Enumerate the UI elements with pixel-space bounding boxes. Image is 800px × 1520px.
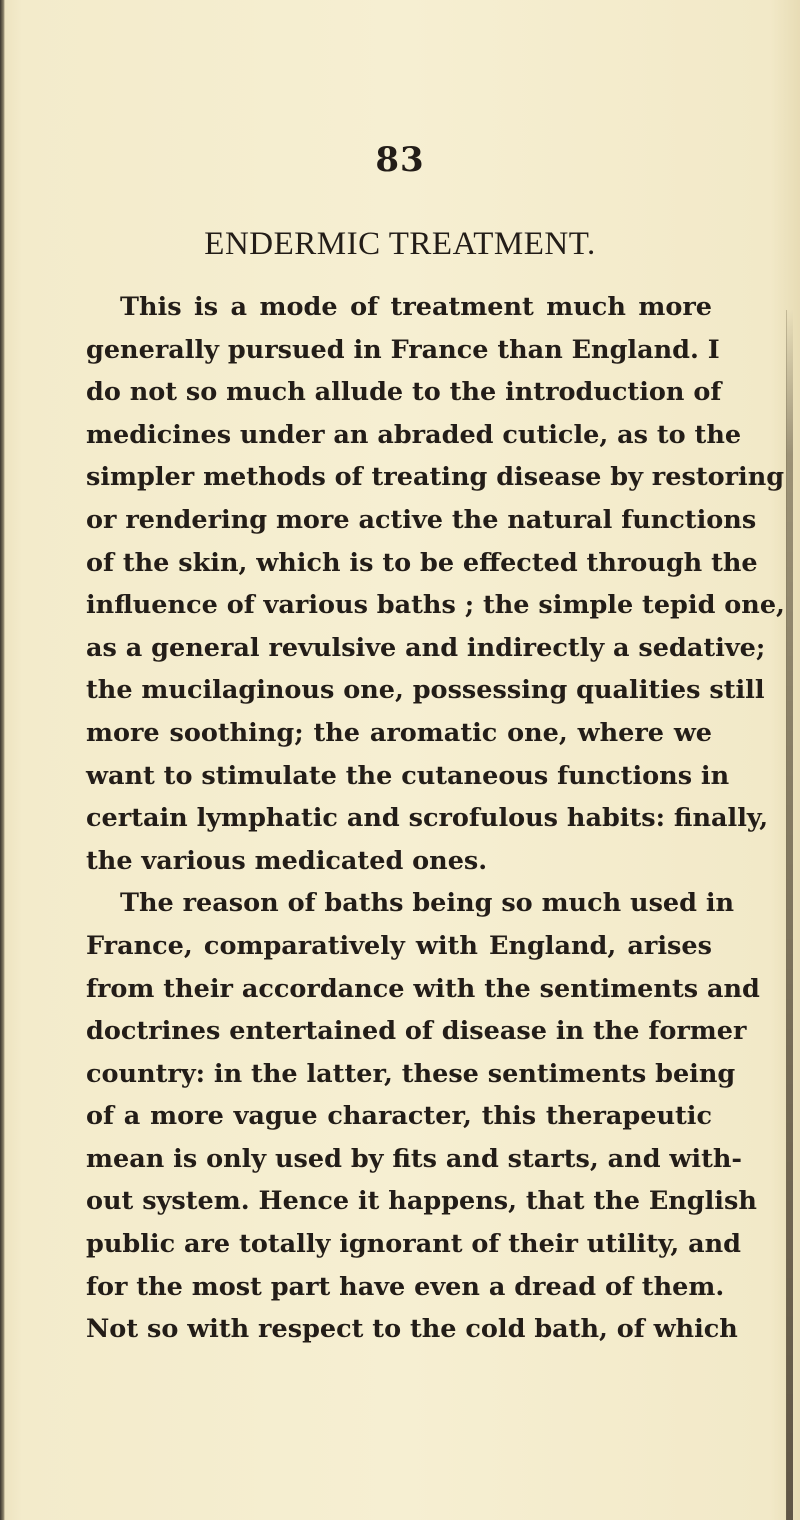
text-line: of a more vague character, this therapeutic [86, 1101, 712, 1132]
page-edge-shadow [786, 310, 793, 1520]
text-line: want to stimulate the cutaneous functions in [86, 760, 730, 791]
binding-shadow [0, 0, 5, 1520]
body-text [86, 286, 785, 1351]
text-line: more soothing; the aromatic one, where we [86, 717, 712, 748]
text-line: simpler methods of treating disease by restoring [86, 462, 785, 493]
text-line: certain lymphatic and scrofulous habits: finally, [86, 803, 769, 834]
text-line: the mucilaginous one, possessing qualities still [86, 675, 765, 706]
text-line: medicines under an abraded cuticle, as to the [86, 419, 742, 450]
text-line: country: in the latter, these sentiments being [86, 1058, 736, 1089]
text-line: This is a mode of treatment much more [120, 292, 712, 322]
text-line: mean is only used by fits and starts, and with- [86, 1143, 742, 1174]
text-line: The reason of baths being so much used in [120, 888, 735, 919]
text-line: do not so much allude to the introduction of [86, 377, 722, 408]
text-line: of the skin, which is to be effected through the [86, 547, 758, 578]
text-line: influence of various baths ; the simple tepid one, [86, 590, 785, 621]
text-line: as a general revulsive and indirectly a sedative; [86, 632, 766, 663]
page-number: 83 [375, 140, 425, 180]
section-heading: ENDERMIC TREATMENT. [204, 226, 596, 262]
text-line: the various medicated ones. [86, 845, 488, 876]
text-line: Not so with respect to the cold bath, of which [86, 1314, 738, 1345]
text-line: France, comparatively with England, arises [86, 930, 712, 961]
text-line: public are totally ignorant of their utility, and [86, 1229, 741, 1260]
text-line: doctrines entertained of disease in the former [86, 1016, 747, 1047]
text-line: for the most part have even a dread of them. [86, 1271, 725, 1302]
text-line: generally pursued in France than England. I [86, 334, 720, 365]
text-line: out system. Hence it happens, that the English [86, 1186, 757, 1217]
text-line: from their accordance with the sentiments and [86, 973, 760, 1004]
text-line: or rendering more active the natural functions [86, 504, 757, 535]
